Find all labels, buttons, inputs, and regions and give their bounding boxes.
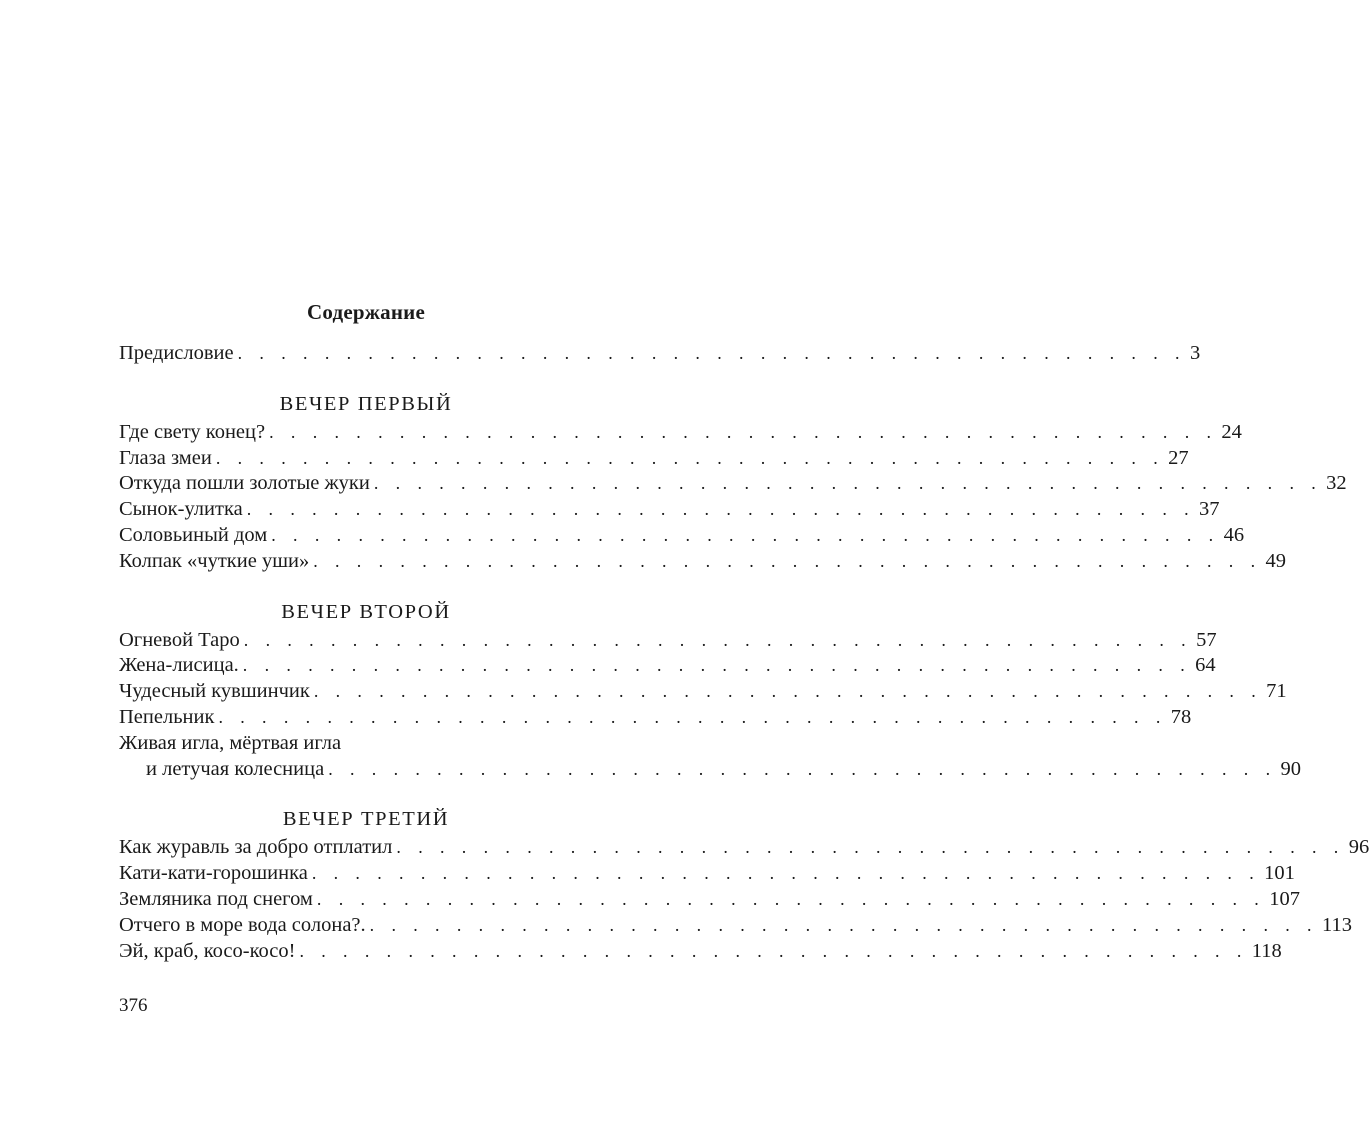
toc-entry[interactable] <box>119 913 1352 939</box>
toc-entry[interactable] <box>119 835 1369 861</box>
leader-dots: . . . . . . . . . . . . . . . . . . . . . . . . . . . . . . . . . . . . . . . . . . . . <box>316 888 1266 909</box>
leader-dots: . . . . . . . . . . . . . . . . . . . . . . . . . . . . . . . . . . . . . . . . . . . . <box>396 837 1345 858</box>
leader-dots: . . . . . . . . . . . . . . . . . . . . . . . . . . . . . . . . . . . . . . . . . . . . <box>369 914 1318 935</box>
section-title-evening-first: ВЕЧЕР ПЕРВЫЙ <box>279 392 453 415</box>
toc-entry-page: 96 <box>1348 836 1369 859</box>
toc-entry[interactable] <box>119 628 1217 654</box>
toc-entry-page: 32 <box>1326 472 1347 495</box>
leader-dots: . . . . . . . . . . . . . . . . . . . . . . . . . . . . . . . . . . . . . . . . . . . . <box>246 499 1196 520</box>
toc-entry[interactable] <box>119 420 1242 446</box>
toc-entry-label: Жена-лисица. <box>119 654 239 677</box>
leader-dots: . . . . . . . . . . . . . . . . . . . . . . . . . . . . . . . . . . . . . . . . . . . . <box>271 524 1220 545</box>
toc-entry-page: 57 <box>1196 628 1217 651</box>
leader-dots: . . . . . . . . . . . . . . . . . . . . . . . . . . . . . . . . . . . . . . . . . . . . <box>242 655 1192 676</box>
leader-dots: . . . . . . . . . . . . . . . . . . . . . . . . . . . . . . . . . . . . . . . . . . . . <box>243 629 1193 650</box>
toc-entry-label: Огневой Таро <box>119 628 240 651</box>
toc-entry-label-line2: и летучая колесница <box>146 757 325 780</box>
toc-entry-label: Чудесный кувшинчик <box>119 680 310 703</box>
leader-dots: . . . . . . . . . . . . . . . . . . . . . . . . . . . . . . . . . . . . . . . . . . . . <box>311 863 1261 884</box>
toc-entry-page: 49 <box>1265 549 1287 572</box>
leader-dots: . . . . . . . . . . . . . . . . . . . . . . . . . . . . . . . . . . . . . . . . . . . . <box>218 706 1167 727</box>
toc-entry-page: 78 <box>1170 705 1192 728</box>
toc-entry-page: 46 <box>1223 523 1245 546</box>
toc-entry-label: Как журавль за добро отплатил <box>119 836 393 859</box>
toc-entry-preface[interactable] <box>119 341 1201 367</box>
toc-entry-page: 64 <box>1195 654 1216 677</box>
toc-entry-page: 3 <box>1189 342 1201 364</box>
toc-entry[interactable] <box>119 861 1295 887</box>
toc-entry-label: Сынок-улитка <box>119 498 243 521</box>
toc-entry-page: 90 <box>1280 757 1301 780</box>
toc-entry[interactable] <box>119 471 1347 497</box>
toc-entry-page: 113 <box>1321 913 1352 936</box>
leader-dots: . . . . . . . . . . . . . . . . . . . . . . . . . . . . . . . . . . . . . . . . . . . . <box>215 447 1165 468</box>
toc-entry-label: Эй, краб, косо-косо! <box>119 939 296 962</box>
toc-entry[interactable] <box>119 939 1282 965</box>
toc-entry-label: Отчего в море вода солона?. <box>119 913 366 936</box>
leader-dots: . . . . . . . . . . . . . . . . . . . . . . . . . . . . . . . . . . . . . . . . . . . . <box>373 473 1323 494</box>
toc-entry-label-line1[interactable]: Живая игла, мёртвая игла <box>119 731 342 754</box>
toc-entry-label: Кати-кати-горошинка <box>119 862 308 885</box>
toc-entry-label: Соловьиный дом <box>119 523 268 546</box>
toc-entry-label: Откуда пошли золотые жуки <box>119 472 370 495</box>
toc-entry-label: Где свету конец? <box>119 420 266 443</box>
toc-entry-label: Колпак «чуткие уши» <box>119 549 310 572</box>
toc-entry[interactable] <box>119 705 1192 731</box>
toc-entry[interactable] <box>119 887 1300 913</box>
toc-entry-page: 37 <box>1199 498 1220 521</box>
toc-entry-page: 24 <box>1221 420 1242 443</box>
toc-entry[interactable] <box>119 653 1216 679</box>
toc-entry-label: Глаза змеи <box>119 446 212 469</box>
toc-title: Содержание <box>307 300 425 324</box>
leader-dots: . . . . . . . . . . . . . . . . . . . . . . . . . . . . . . . . . . . . . . . . . . . . <box>328 758 1277 779</box>
leader-dots: . . . . . . . . . . . . . . . . . . . . . . . . . . . . . . . . . . . . . . . . . . . . <box>237 343 1186 363</box>
toc-entry-label: Земляника под снегом <box>119 887 313 910</box>
page-number: 376 <box>119 995 148 1016</box>
leader-dots: . . . . . . . . . . . . . . . . . . . . . . . . . . . . . . . . . . . . . . . . . . . . <box>299 940 1248 961</box>
section-title-evening-second: ВЕЧЕР ВТОРОЙ <box>281 600 451 623</box>
leader-dots: . . . . . . . . . . . . . . . . . . . . . . . . . . . . . . . . . . . . . . . . . . . . <box>313 550 1262 571</box>
leader-dots: . . . . . . . . . . . . . . . . . . . . . . . . . . . . . . . . . . . . . . . . . . . . <box>269 421 1218 442</box>
toc-entry-page: 118 <box>1251 939 1282 962</box>
toc-entry-page: 101 <box>1264 862 1295 885</box>
toc-entry-page: 71 <box>1266 680 1287 703</box>
toc-entry[interactable] <box>119 679 1287 705</box>
section-title-evening-third: ВЕЧЕР ТРЕТИЙ <box>282 808 450 831</box>
toc-entry-label: Пепельник <box>119 705 215 728</box>
toc-entry[interactable] <box>119 549 1287 575</box>
toc-entry[interactable] <box>119 446 1189 472</box>
toc-entry-page: 27 <box>1168 446 1189 469</box>
toc-entry[interactable] <box>119 523 1245 549</box>
leader-dots: . . . . . . . . . . . . . . . . . . . . . . . . . . . . . . . . . . . . . . . . . . . . <box>313 681 1263 702</box>
toc-entry[interactable] <box>119 757 1301 783</box>
toc-entry-page: 107 <box>1269 887 1300 910</box>
toc-entry-label: Предисловие <box>119 342 234 364</box>
table-of-contents <box>119 298 1369 964</box>
toc-entry[interactable] <box>119 497 1220 523</box>
